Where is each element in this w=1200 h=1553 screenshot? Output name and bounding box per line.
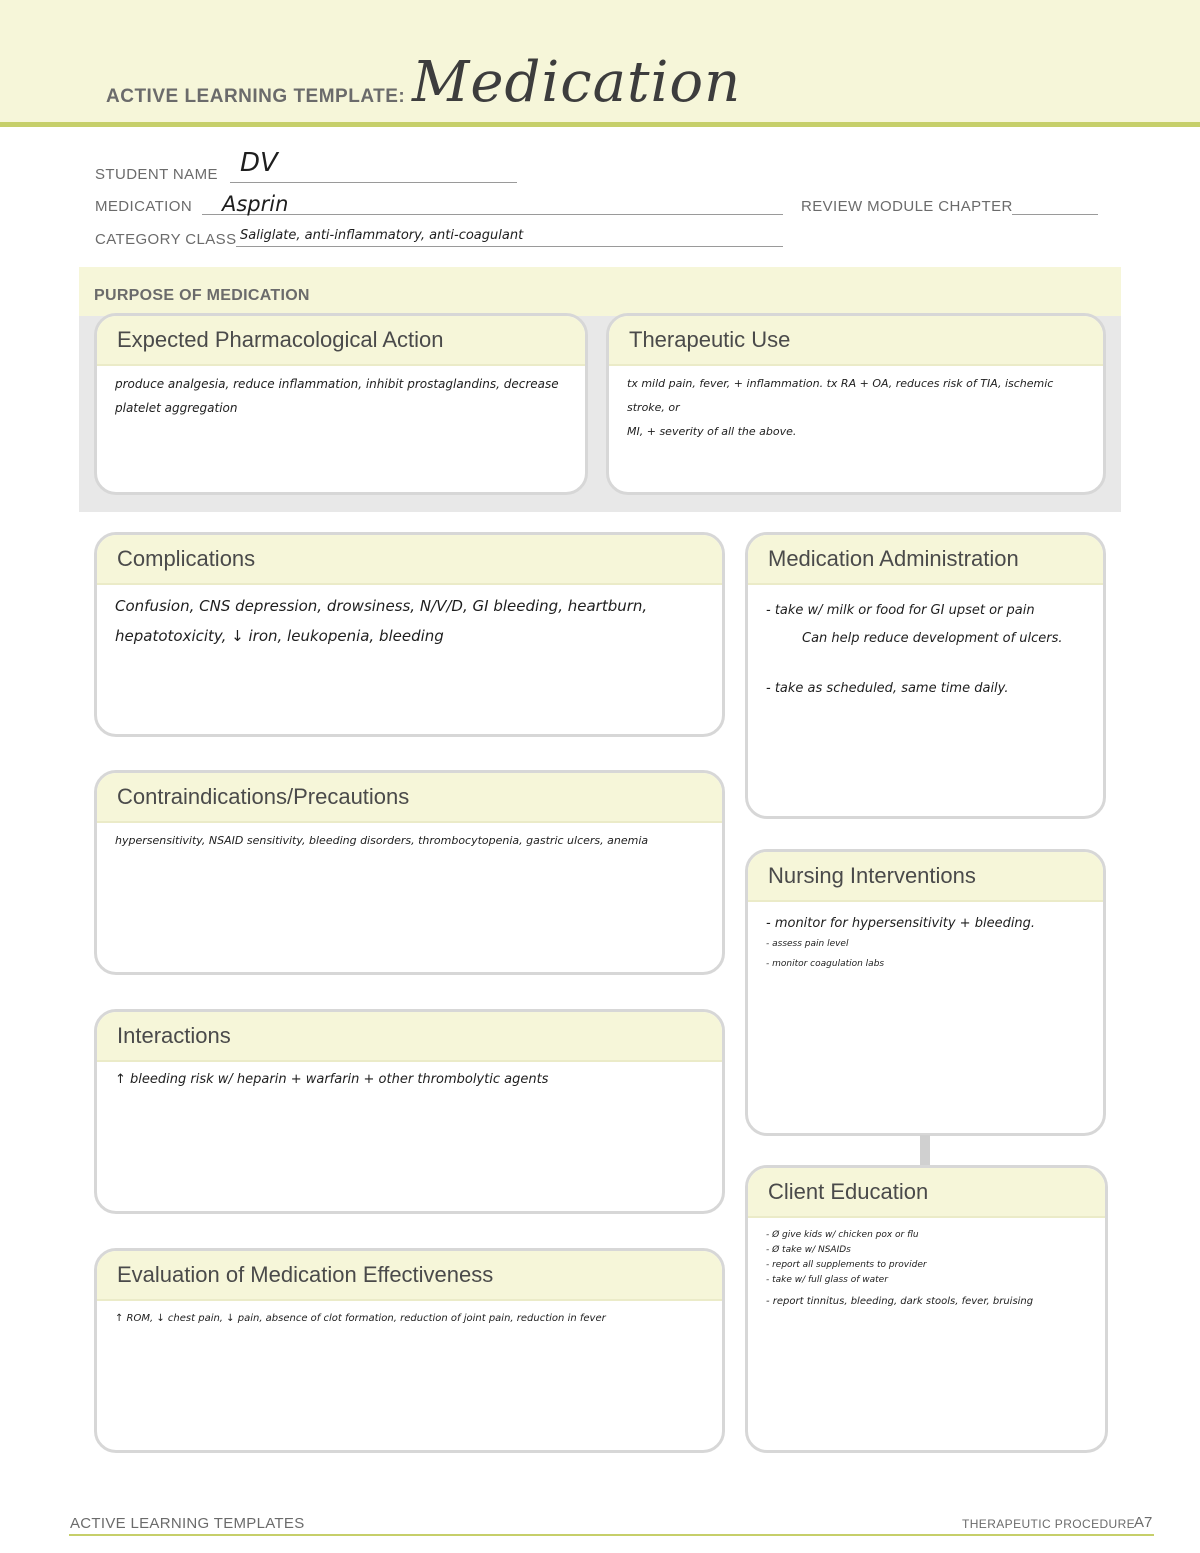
expected-action-body	[97, 366, 585, 420]
expected-action-line: produce analgesia, reduce inflammation, inhibit prostaglandins, decrease	[115, 377, 559, 391]
complications-line: Confusion, CNS depression, drowsiness, N/V/D, GI bleeding, heartburn,	[115, 597, 648, 615]
footer-right: THERAPEUTIC PROCEDURE	[962, 1517, 1136, 1531]
evaluation-title: Evaluation of Medication Effectiveness	[97, 1251, 722, 1301]
client-education-body	[748, 1218, 1105, 1309]
review-module-line[interactable]	[1012, 214, 1098, 215]
evaluation-body	[97, 1301, 722, 1331]
contraindications-body	[97, 823, 722, 853]
complications-line: hepatotoxicity, ↓ iron, leukopenia, bleeding	[115, 627, 444, 645]
therapeutic-use-line: tx mild pain, fever, + inflammation. tx RA + OA, reduces risk of TIA, ischemic stroke, or	[627, 377, 1054, 414]
med-admin-line: - take w/ milk or food for GI upset or pain	[766, 603, 1035, 618]
nursing-line: - monitor for hypersensitivity + bleeding.	[766, 916, 1036, 931]
student-name-value[interactable]: DV	[240, 148, 278, 178]
therapeutic-use-line: MI, + severity of all the above.	[627, 425, 797, 438]
med-admin-line: Can help reduce development of ulcers.	[802, 631, 1063, 646]
purpose-label: PURPOSE OF MEDICATION	[94, 287, 310, 304]
category-class-line	[236, 246, 783, 247]
evaluation-line: ↑ ROM, ↓ chest pain, ↓ pain, absence of clot formation, reduction of joint pain, reduction in fever	[115, 1313, 606, 1324]
client-education-title: Client Education	[748, 1168, 1105, 1218]
student-name-line	[230, 182, 517, 183]
expected-action-box[interactable]	[94, 313, 588, 495]
client-education-line: - Ø give kids w/ chicken pox or flu	[766, 1230, 919, 1240]
therapeutic-use-box[interactable]	[606, 313, 1106, 495]
client-education-line: - Ø take w/ NSAIDs	[766, 1245, 851, 1255]
therapeutic-use-body	[609, 366, 1103, 444]
medication-line	[202, 214, 783, 215]
nursing-line: - monitor coagulation labs	[766, 959, 885, 969]
expected-action-line: platelet aggregation	[115, 401, 238, 415]
client-education-line: - report all supplements to provider	[766, 1260, 927, 1270]
med-admin-body	[748, 585, 1103, 703]
interactions-body	[97, 1062, 722, 1092]
interactions-box[interactable]	[94, 1009, 725, 1214]
nursing-line: - assess pain level	[766, 939, 849, 949]
client-education-line: - take w/ full glass of water	[766, 1275, 888, 1285]
medication-label: MEDICATION	[95, 198, 193, 215]
therapeutic-use-title: Therapeutic Use	[609, 316, 1103, 366]
complications-box[interactable]	[94, 532, 725, 737]
contraindications-line: hypersensitivity, NSAID sensitivity, bleeding disorders, thrombocytopenia, gastric ulcers, anemia	[115, 834, 649, 847]
client-education-box[interactable]	[745, 1165, 1108, 1453]
interactions-line: ↑ bleeding risk w/ heparin + warfarin + other thrombolytic agents	[115, 1072, 549, 1087]
contraindications-box[interactable]	[94, 770, 725, 975]
expected-action-title: Expected Pharmacological Action	[97, 316, 585, 366]
footer-rule	[69, 1534, 1154, 1536]
complications-body	[97, 585, 722, 651]
evaluation-box[interactable]	[94, 1248, 725, 1453]
page-title: Medication	[412, 50, 742, 115]
med-admin-title: Medication Administration	[748, 535, 1103, 585]
complications-title: Complications	[97, 535, 722, 585]
contraindications-title: Contraindications/Precautions	[97, 773, 722, 823]
category-class-label: CATEGORY CLASS	[95, 231, 237, 248]
interactions-title: Interactions	[97, 1012, 722, 1062]
header-label: ACTIVE LEARNING TEMPLATE:	[106, 86, 406, 107]
client-education-line: - report tinnitus, bleeding, dark stools, fever, bruising	[766, 1296, 1034, 1307]
footer-left: ACTIVE LEARNING TEMPLATES	[70, 1515, 305, 1532]
category-class-value[interactable]: Saliglate, anti-inflammatory, anti-coagulant	[240, 228, 524, 243]
box-connector	[920, 1135, 930, 1165]
med-admin-box[interactable]	[745, 532, 1106, 819]
student-name-label: STUDENT NAME	[95, 166, 218, 183]
med-admin-line: - take as scheduled, same time daily.	[766, 681, 1009, 696]
nursing-box[interactable]	[745, 849, 1106, 1136]
review-module-label: REVIEW MODULE CHAPTER	[801, 198, 1013, 215]
nursing-title: Nursing Interventions	[748, 852, 1103, 902]
medication-value[interactable]: Asprin	[222, 192, 289, 216]
footer-code: A7	[1134, 1514, 1153, 1531]
nursing-body	[748, 902, 1103, 974]
